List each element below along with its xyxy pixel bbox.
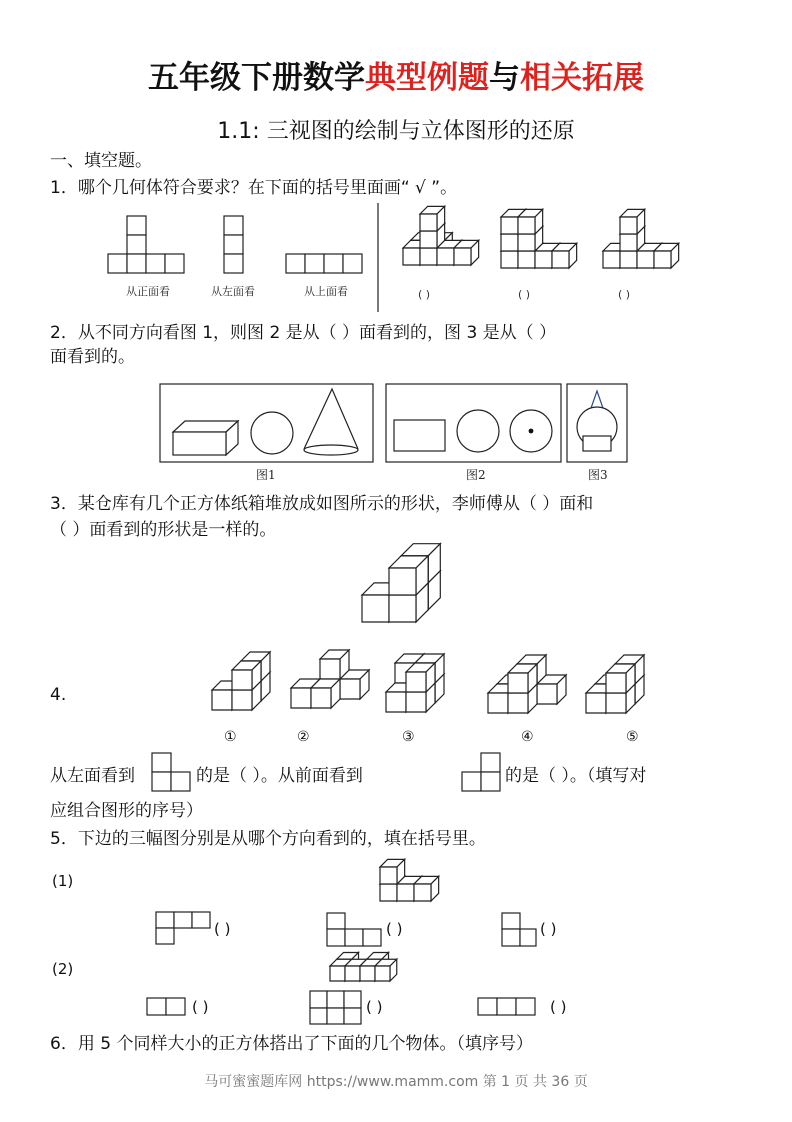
cube-face (620, 217, 637, 234)
cube-face (488, 693, 508, 713)
cube-face (380, 884, 397, 901)
q5-2-view-a (147, 998, 185, 1015)
cube-face (620, 251, 637, 268)
cube-face (501, 217, 518, 234)
q4-answer-part4: 应组合图形的序号） (50, 801, 203, 821)
q5-2-view-b (310, 991, 361, 1024)
q5-1-blank-c[interactable]: ( ) (540, 920, 557, 938)
q1-option-1-solid (403, 206, 479, 265)
q5-2-view-c (478, 998, 535, 1015)
q4-solid-2 (291, 650, 369, 708)
page-subtitle: 1.1: 三视图的绘制与立体图形的还原 (217, 119, 575, 144)
cube-face (606, 673, 626, 693)
cube-face (535, 251, 552, 268)
q3-stack-solid (362, 544, 440, 622)
cube-face (406, 692, 426, 712)
q3-line2: （ ）面看到的形状是一样的。 (50, 520, 277, 540)
q1-option-3-solid (603, 209, 679, 268)
q5-text: 5．下边的三幅图分别是从哪个方向看到的，填在括号里。 (50, 829, 486, 849)
q2-fig2-apex-dot (529, 429, 534, 434)
q5-part2-label: (2) (52, 960, 74, 978)
q5-part1-label: (1) (52, 872, 74, 890)
q5-2-blank-b[interactable]: ( ) (366, 998, 383, 1016)
cube-face (537, 684, 557, 704)
q4-left-view-shape (152, 753, 190, 791)
q2-sphere (251, 412, 293, 454)
cube-face (320, 659, 340, 679)
cube-face (454, 248, 471, 265)
cube-face (508, 693, 528, 713)
q5-1-blank-a[interactable]: ( ) (214, 920, 231, 938)
q4-num-1: ① (224, 729, 237, 745)
cube-face (606, 693, 626, 713)
cube-face (389, 568, 416, 595)
page-footer: 马可蜜蜜题库网 https://www.mamm.com 第 1 页 共 36 页 (204, 1074, 588, 1090)
cube-face (232, 690, 252, 710)
cube-face (518, 217, 535, 234)
cube-face (362, 595, 389, 622)
q5-2-blank-a[interactable]: ( ) (192, 998, 209, 1016)
q2-cuboid (173, 421, 238, 455)
q1-caption-left: 从左面看 (211, 285, 255, 298)
q5-1-view-b (327, 913, 381, 946)
cube-face (340, 679, 360, 699)
cube-face (311, 688, 331, 708)
q2-line2: 面看到的。 (50, 347, 135, 367)
q1-front-view (108, 216, 184, 273)
cube-face (518, 251, 535, 268)
title-red-2: 相关拓展 (520, 60, 644, 96)
q1-text: 1．哪个几何体符合要求？在下面的括号里面画“ √ ”。 (50, 178, 458, 198)
section-heading: 一、填空题。 (50, 151, 152, 171)
cube-face (501, 251, 518, 268)
q1-blank-3[interactable]: ( ) (618, 288, 631, 301)
cube-face (420, 231, 437, 248)
cube-face (437, 248, 454, 265)
q5-1-view-c (502, 913, 536, 946)
q4-label: 4. (50, 685, 67, 705)
q2-fig2-rect (394, 420, 445, 451)
cube-face (212, 690, 232, 710)
q4-answer-part2: 的是（ ）。从前面看到 (196, 766, 363, 786)
cube-face (232, 670, 252, 690)
q2-fig3-label: 图3 (588, 468, 608, 482)
q6-text: 6．用 5 个同样大小的正方体搭出了下面的几个物体。（填序号） (50, 1034, 533, 1054)
cube-face (552, 251, 569, 268)
cube-face (330, 966, 345, 981)
q5-1-blank-b[interactable]: ( ) (386, 920, 403, 938)
q1-caption-front: 从正面看 (126, 285, 170, 298)
cube-face (403, 248, 420, 265)
cube-face (406, 672, 426, 692)
cube-face (291, 688, 311, 708)
cube-face (397, 884, 414, 901)
q5-1-view-a (156, 912, 210, 944)
q4-solid-5 (586, 655, 644, 713)
q5-2-blank-c[interactable]: ( ) (550, 998, 567, 1016)
q1-blank-2[interactable]: ( ) (518, 288, 531, 301)
q2-fig1-label: 图1 (256, 468, 276, 482)
q5-1-solid (380, 859, 439, 901)
q4-solid-4 (488, 655, 566, 713)
cube-face (389, 595, 416, 622)
title-black: 五年级下册数学 (148, 60, 365, 96)
q4-num-3: ③ (402, 729, 415, 745)
q1-blank-1[interactable]: ( ) (418, 288, 431, 301)
q4-solid-3 (386, 654, 444, 712)
cube-face (603, 251, 620, 268)
cube-face (345, 966, 360, 981)
cube-face (420, 214, 437, 231)
title-mid: 与 (489, 60, 520, 96)
cube-face (414, 884, 431, 901)
q5-2-solid (330, 953, 397, 982)
cube-face (420, 248, 437, 265)
cube-face (375, 966, 390, 981)
q4-answer-part3: 的是（ ）。（填写对 (505, 766, 647, 786)
title-red-1: 典型例题 (365, 60, 489, 96)
q1-left-view (224, 216, 243, 273)
cube-face (508, 673, 528, 693)
cube-face (637, 251, 654, 268)
cube-face (586, 693, 606, 713)
q2-line1: 2．从不同方向看图 1，则图 2 是从（ ）面看到的，图 3 是从（ ） (50, 323, 557, 343)
q4-front-view-shape (462, 753, 500, 791)
q4-solid-1 (212, 652, 270, 710)
q1-option-2-solid (501, 209, 577, 268)
cube-face (501, 234, 518, 251)
q1-top-view (286, 254, 362, 273)
cube-face (620, 234, 637, 251)
cube-face (386, 692, 406, 712)
q2-fig2-circle (457, 410, 499, 452)
cube-face (380, 867, 397, 884)
q4-num-4: ④ (521, 729, 534, 745)
q1-caption-top: 从上面看 (304, 285, 348, 298)
cube-face (518, 234, 535, 251)
cube-face (654, 251, 671, 268)
q4-answer-part1: 从左面看到 (50, 766, 135, 786)
q4-num-5: ⑤ (626, 729, 639, 745)
q3-line1: 3．某仓库有几个正方体纸箱堆放成如图所示的形状，李师傅从（ ）面和 (50, 494, 594, 514)
cube-face (360, 966, 375, 981)
q4-num-2: ② (297, 729, 310, 745)
q2-fig2-label: 图2 (466, 468, 486, 482)
